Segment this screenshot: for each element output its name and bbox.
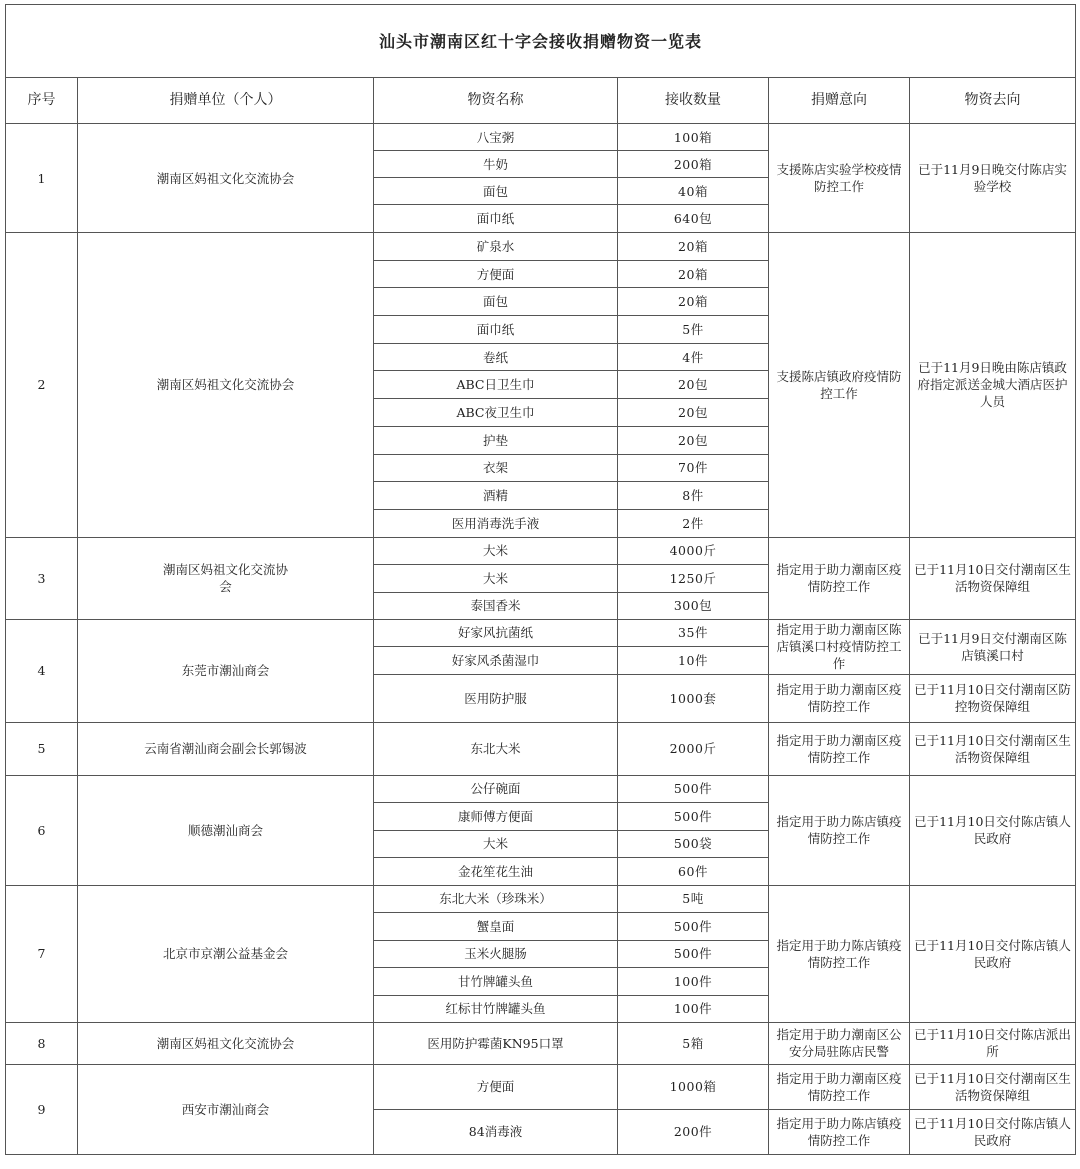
- quantity-cell: 20箱: [618, 233, 769, 261]
- header-cell-qty: 接收数量: [618, 78, 769, 124]
- quantity-cell: 1000套: [618, 674, 769, 722]
- item-name-cell: 医用消毒洗手液: [374, 509, 618, 537]
- donor-cell: 顺德潮汕商会: [78, 775, 374, 885]
- title-row: [6, 5, 1076, 78]
- donor-cell: 云南省潮汕商会副会长郭锡波: [78, 722, 374, 775]
- table-row: [6, 124, 1076, 151]
- item-name-cell: 面巾纸: [374, 205, 618, 233]
- item-name-cell: 矿泉水: [374, 233, 618, 261]
- item-name-cell: 玉米火腿肠: [374, 940, 618, 967]
- destination-cell: 已于11月10日交付潮南区防控物资保障组: [910, 674, 1076, 722]
- quantity-cell: 500件: [618, 912, 769, 940]
- item-name-cell: 医用防护霉菌KN95口罩: [374, 1022, 618, 1064]
- quantity-cell: 640包: [618, 205, 769, 233]
- intent-cell: 指定用于助力潮南区疫情防控工作: [769, 674, 910, 722]
- quantity-cell: 35件: [618, 619, 769, 646]
- table-row: [6, 1022, 1076, 1064]
- item-name-cell: 护垫: [374, 426, 618, 454]
- quantity-cell: 40箱: [618, 178, 769, 205]
- item-name-cell: 面巾纸: [374, 316, 618, 344]
- donor-cell: 北京市京潮公益基金会: [78, 885, 374, 1022]
- header-cell-destination: 物资去向: [910, 78, 1076, 124]
- destination-cell: 已于11月9日晚由陈店镇政府指定派送金城大酒店医护人员: [910, 233, 1076, 538]
- quantity-cell: 200箱: [618, 151, 769, 178]
- item-name-cell: ABC日卫生巾: [374, 371, 618, 399]
- item-name-cell: 甘竹牌罐头鱼: [374, 967, 618, 995]
- header-cell-intent: 捐赠意向: [769, 78, 910, 124]
- item-name-cell: 康师傅方便面: [374, 802, 618, 830]
- row-number-cell: 7: [6, 885, 78, 1022]
- row-number-cell: 4: [6, 619, 78, 722]
- item-name-cell: 红标甘竹牌罐头鱼: [374, 995, 618, 1022]
- row-number-cell: 2: [6, 233, 78, 538]
- quantity-cell: 500袋: [618, 830, 769, 857]
- donor-cell: 东莞市潮汕商会: [78, 619, 374, 722]
- destination-cell: 已于11月9日交付潮南区陈店镇溪口村: [910, 619, 1076, 674]
- quantity-cell: 500件: [618, 775, 769, 802]
- donor-cell: 西安市潮汕商会: [78, 1064, 374, 1154]
- destination-cell: 已于11月10日交付陈店镇人民政府: [910, 775, 1076, 885]
- quantity-cell: 500件: [618, 940, 769, 967]
- quantity-cell: 100件: [618, 995, 769, 1022]
- header-cell-no: 序号: [6, 78, 78, 124]
- item-name-cell: 方便面: [374, 260, 618, 288]
- intent-cell: 指定用于助力陈店镇疫情防控工作: [769, 775, 910, 885]
- quantity-cell: 8件: [618, 482, 769, 510]
- table-row: [6, 885, 1076, 912]
- destination-cell: 已于11月10日交付陈店镇人民政府: [910, 1109, 1076, 1154]
- item-name-cell: 面包: [374, 288, 618, 316]
- header-cell-item: 物资名称: [374, 78, 618, 124]
- donor-cell: 潮南区妈祖文化交流协会: [78, 1022, 374, 1064]
- item-name-cell: 好家风抗菌纸: [374, 619, 618, 646]
- item-name-cell: 大米: [374, 830, 618, 857]
- quantity-cell: 100件: [618, 967, 769, 995]
- table-row: [6, 537, 1076, 564]
- donor-cell: 潮南区妈祖文化交流协会: [78, 124, 374, 233]
- item-name-cell: 八宝粥: [374, 124, 618, 151]
- item-name-cell: 大米: [374, 564, 618, 592]
- table-row: [6, 619, 1076, 646]
- row-number-cell: 6: [6, 775, 78, 885]
- item-name-cell: 卷纸: [374, 343, 618, 371]
- item-name-cell: 好家风杀菌湿巾: [374, 646, 618, 674]
- item-name-cell: 面包: [374, 178, 618, 205]
- item-name-cell: 衣架: [374, 454, 618, 482]
- quantity-cell: 1250斤: [618, 564, 769, 592]
- item-name-cell: 东北大米（珍珠米）: [374, 885, 618, 912]
- destination-cell: 已于11月10日交付潮南区生活物资保障组: [910, 722, 1076, 775]
- quantity-cell: 1000箱: [618, 1064, 769, 1109]
- quantity-cell: 500件: [618, 802, 769, 830]
- item-name-cell: 公仔碗面: [374, 775, 618, 802]
- quantity-cell: 200件: [618, 1109, 769, 1154]
- donor-cell: 潮南区妈祖文化交流协会: [78, 233, 374, 538]
- intent-cell: 指定用于助力潮南区陈店镇溪口村疫情防控工作: [769, 619, 910, 674]
- destination-cell: 已于11月10日交付陈店派出所: [910, 1022, 1076, 1064]
- table-row: [6, 1064, 1076, 1109]
- row-number-cell: 3: [6, 537, 78, 619]
- quantity-cell: 100箱: [618, 124, 769, 151]
- intent-cell: 指定用于助力潮南区公安分局驻陈店民警: [769, 1022, 910, 1064]
- row-number-cell: 9: [6, 1064, 78, 1154]
- table-title: 汕头市潮南区红十字会接收捐赠物资一览表: [6, 5, 1076, 78]
- item-name-cell: 医用防护服: [374, 674, 618, 722]
- row-number-cell: 5: [6, 722, 78, 775]
- destination-cell: 已于11月10日交付潮南区生活物资保障组: [910, 1064, 1076, 1109]
- row-number-cell: 8: [6, 1022, 78, 1064]
- destination-cell: 已于11月10日交付潮南区生活物资保障组: [910, 537, 1076, 619]
- intent-cell: 指定用于助力陈店镇疫情防控工作: [769, 1109, 910, 1154]
- quantity-cell: 2件: [618, 509, 769, 537]
- item-name-cell: 牛奶: [374, 151, 618, 178]
- quantity-cell: 10件: [618, 646, 769, 674]
- destination-cell: 已于11月9日晚交付陈店实验学校: [910, 124, 1076, 233]
- donation-table: [5, 4, 1076, 1155]
- quantity-cell: 20包: [618, 426, 769, 454]
- quantity-cell: 20箱: [618, 260, 769, 288]
- item-name-cell: 84消毒液: [374, 1109, 618, 1154]
- item-name-cell: 东北大米: [374, 722, 618, 775]
- quantity-cell: 4件: [618, 343, 769, 371]
- table-row: [6, 233, 1076, 261]
- item-name-cell: ABC夜卫生巾: [374, 399, 618, 427]
- intent-cell: 支援陈店实验学校疫情防控工作: [769, 124, 910, 233]
- quantity-cell: 20包: [618, 399, 769, 427]
- donor-cell: 潮南区妈祖文化交流协会: [78, 537, 374, 619]
- intent-cell: 支援陈店镇政府疫情防控工作: [769, 233, 910, 538]
- quantity-cell: 5件: [618, 316, 769, 344]
- row-number-cell: 1: [6, 124, 78, 233]
- quantity-cell: 2000斤: [618, 722, 769, 775]
- quantity-cell: 4000斤: [618, 537, 769, 564]
- item-name-cell: 泰国香米: [374, 592, 618, 619]
- table-row: [6, 722, 1076, 775]
- table-row: [6, 775, 1076, 802]
- quantity-cell: 60件: [618, 857, 769, 885]
- item-name-cell: 金花笙花生油: [374, 857, 618, 885]
- intent-cell: 指定用于助力陈店镇疫情防控工作: [769, 885, 910, 1022]
- quantity-cell: 20箱: [618, 288, 769, 316]
- quantity-cell: 5吨: [618, 885, 769, 912]
- quantity-cell: 20包: [618, 371, 769, 399]
- item-name-cell: 方便面: [374, 1064, 618, 1109]
- item-name-cell: 酒精: [374, 482, 618, 510]
- quantity-cell: 70件: [618, 454, 769, 482]
- header-row: [6, 78, 1076, 124]
- quantity-cell: 300包: [618, 592, 769, 619]
- header-cell-donor: 捐赠单位（个人）: [78, 78, 374, 124]
- destination-cell: 已于11月10日交付陈店镇人民政府: [910, 885, 1076, 1022]
- quantity-cell: 5箱: [618, 1022, 769, 1064]
- item-name-cell: 蟹皇面: [374, 912, 618, 940]
- item-name-cell: 大米: [374, 537, 618, 564]
- donation-sheet: [5, 4, 1075, 1155]
- intent-cell: 指定用于助力潮南区疫情防控工作: [769, 722, 910, 775]
- intent-cell: 指定用于助力潮南区疫情防控工作: [769, 537, 910, 619]
- intent-cell: 指定用于助力潮南区疫情防控工作: [769, 1064, 910, 1109]
